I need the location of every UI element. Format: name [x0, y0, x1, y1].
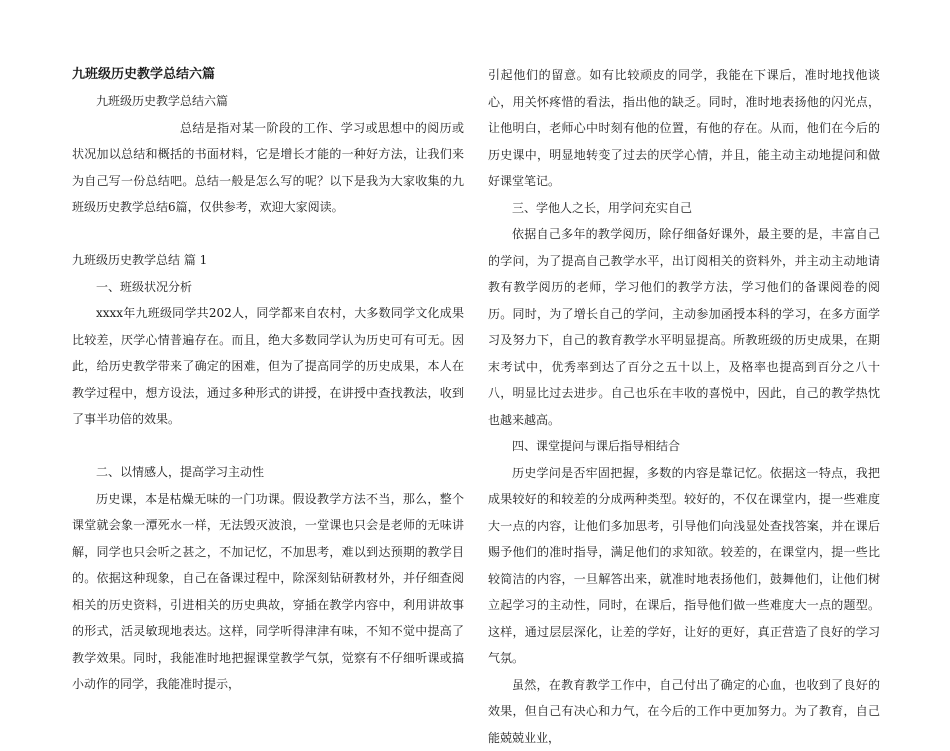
section-3-heading: 三、学他人之长，用学问充实自己: [488, 195, 880, 222]
intro-paragraph: 总结是指对某一阶段的工作、学习或思想中的阅历或状况加以总结和概括的书面材料，它是增长才能的一种好方法，让我们来为自己写一份总结吧。总结一般是怎么写的呢？以下是我为大家收集的九班级历史教学总结6篇，仅供参考，欢迎大家阅读。: [72, 115, 464, 221]
document-subtitle: 九班级历史教学总结六篇: [72, 88, 464, 115]
section-1-paragraph: xxxx年九班级同学共202人，同学都来自农村，大多数同学文化成果比较差，厌学心情普遍存在。而且，绝大多数同学认为历史可有可无。因此，给历史教学带来了确定的困难，但为了提高同学的历史成果，本人在教学过程中，想方设法，通过多种形式的讲授，在讲授中查找教法，收到了事半功倍的效果。: [72, 300, 464, 433]
section-5-paragraph: 虽然，在教育教学工作中，自己付出了确定的心血，也收到了良好的效果，但自己有决心和力气，在今后的工作中更加努力。为了教育，自己能兢兢业业，: [488, 672, 880, 751]
section-3-paragraph: 依据自己多年的教学阅历，除仔细备好课外，最主要的是，丰富自己的学问，为了提高自己教学水平，出订阅相关的资料外，并主动主动地请教有教学阅历的老师，学习他们的教学方法，学习他们的备课阅卷的阅历。同时，为了增长自己的学问，主动参加函授本科的学习，在多方面学习及努力下，自己的教育教学水平明显提高。所教班级的历史成果，在期末考试中，优秀率到达了百分之五十以上，及格率也提高到百分之八十八，明显比过去进步。自己也乐在丰收的喜悦中，因此，自己的教学热忱也越来越高。: [488, 221, 880, 433]
spacer: [72, 221, 464, 248]
article-heading: 九班级历史教学总结 篇 1: [72, 247, 464, 274]
spacer: [72, 433, 464, 460]
left-column: [72, 62, 464, 698]
section-2-paragraph: 历史课，本是枯燥无味的一门功课。假设教学方法不当，那么，整个课堂就会象一潭死水一样，无法毁灭波浪，一堂课也只会是老师的无味讲解，同学也只会听之甚之，不加记忆，不加思考，难以到达预期的教学目的。依据这种现象，自己在备课过程中，除深刻钻研教材外，并仔细查阅相关的历史资料，引进相关的历史典故，穿插在教学内容中，利用讲故事的形式，活灵敏现地表达。这样，同学听得津津有味，不知不觉中提高了教学效果。同时，我能准时地把握课堂教学气氛，觉察有不仔细听课或搞小动作的同学，我能准时提示，: [72, 486, 464, 698]
section-1-heading: 一、班级状况分析: [72, 274, 464, 301]
section-2-heading: 二、以情感人，提高学习主动性: [72, 459, 464, 486]
right-column: [488, 62, 880, 751]
section-4-paragraph: 历史学问是否牢固把握，多数的内容是靠记忆。依据这一特点，我把成果较好的和较差的分成两种类型。较好的，不仅在课堂内，提一些难度大一点的内容，让他们多加思考，引导他们向浅显处查找答案，并在课后赐予他们的准时指导，满足他们的求知欲。较差的，在课堂内，提一些比较简洁的内容，一旦解答出来，就准时地表扬他们，鼓舞他们，让他们树立起学习的主动性，同时，在课后，指导他们做一些难度大一点的题型。这样，通过层层深化，让差的学好，让好的更好，真正营造了良好的学习气氛。: [488, 460, 880, 672]
section-4-heading: 四、课堂提问与课后指导相结合: [488, 433, 880, 460]
section-2-continuation: 引起他们的留意。如有比较顽皮的同学，我能在下课后，准时地找他谈心，用关怀疼惜的看法，指出他的缺乏。同时，准时地表扬他的闪光点，让他明白，老师心中时刻有他的位置，有他的存在。从而，他们在今后的历史课中，明显地转变了过去的厌学心情，并且，能主动主动地提问和做好课堂笔记。: [488, 62, 880, 195]
document-title: 九班级历史教学总结六篇: [72, 62, 464, 88]
